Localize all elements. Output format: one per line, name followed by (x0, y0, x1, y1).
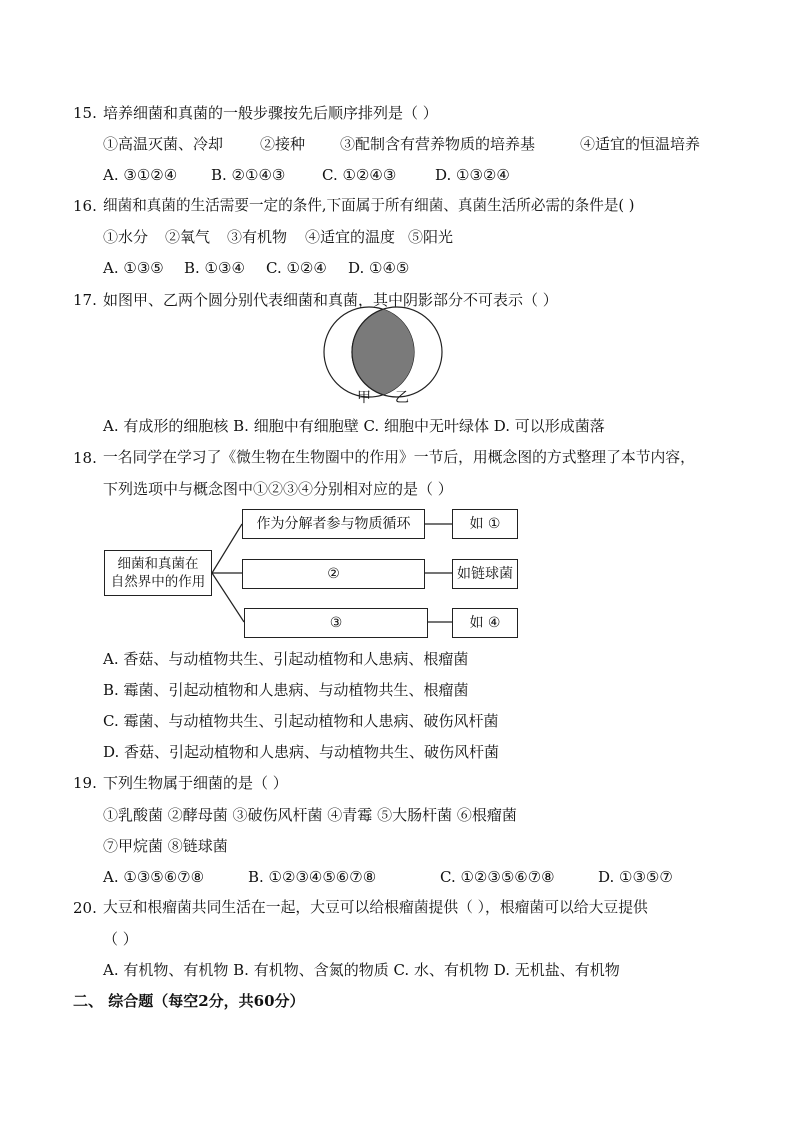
concept-root-box (104, 550, 212, 596)
q19-choice-d: D. ①③⑤⑦ (598, 868, 673, 886)
q16-item-2: ②氧气 (165, 228, 211, 246)
q19-items-line-2: ⑦甲烷菌 ⑧链球菌 (103, 837, 228, 855)
q19-choice-b: B. ①②③④⑤⑥⑦⑧ (248, 868, 377, 886)
concept-leaf-1: 如 ① (452, 509, 518, 539)
question-18-stem: 一名同学在学习了《微生物在生物圈中的作用》一节后，用概念图的方式整理了本节内容， (103, 449, 695, 466)
q18-choice-a: A. 香菇、与动植物共生、引起动植物和人患病、根瘤菌 (103, 650, 469, 668)
q15-choice-a: A. ③①②④ (103, 166, 178, 184)
q16-choice-d: D. ①④⑤ (348, 259, 410, 277)
question-20-stem: 大豆和根瘤菌共同生活在一起，大豆可以给根瘤菌提供（ ），根瘤菌可以给大豆提供 (103, 899, 648, 916)
question-16-stem: 细菌和真菌的生活需要一定的条件,下面属于所有细菌、真菌生活所必需的条件是( ) (103, 197, 635, 214)
question-15-stem: 培养细菌和真菌的一般步骤按先后顺序排列是（ ） (103, 104, 438, 122)
concept-root-line-1: 细菌和真菌在 (117, 556, 199, 572)
q15-item-1: ①高温灭菌、冷却 (103, 135, 224, 153)
q17-choices: A. 有成形的细胞核 B. 细胞中有细胞壁 C. 细胞中无叶绿体 D. 可以形成菌落 (103, 417, 605, 435)
q15-choice-c: C. ①②④③ (322, 166, 397, 184)
q19-items-line-1: ①乳酸菌 ②酵母菌 ③破伤风杆菌 ④青霉 ⑤大肠杆菌 ⑥根瘤菌 (103, 806, 517, 824)
question-number-16: 16. (73, 197, 97, 215)
q16-choice-c: C. ①②④ (266, 259, 327, 277)
question-number-17: 17. (73, 291, 97, 309)
concept-root-line-2: 自然界中的作用 (110, 574, 206, 590)
question-number-15: 15. (73, 104, 97, 122)
q15-item-4: ④适宜的恒温培养 (580, 135, 701, 153)
question-20-stem-2: （ ） (103, 930, 138, 948)
concept-leaf-3: 如 ④ (452, 608, 518, 638)
venn-diagram (324, 307, 442, 397)
q18-choice-b: B. 霉菌、引起动植物和人患病、与动植物共生、根瘤菌 (103, 681, 469, 699)
q19-choice-c: C. ①②③⑤⑥⑦⑧ (440, 868, 555, 886)
concept-branch-2: ② (242, 559, 425, 589)
question-19-stem: 下列生物属于细菌的是（ ） (103, 774, 288, 792)
q18-choice-c: C. 霉菌、与动植物共生、引起动植物和人患病、破伤风杆菌 (103, 712, 499, 730)
question-17-stem: 如图甲、乙两个圆分别代表细菌和真菌，其中阴影部分不可表示（ ） (103, 291, 558, 309)
q16-item-4: ④适宜的温度 (305, 228, 396, 246)
question-18-stem-2: 下列选项中与概念图中①②③④分别相对应的是（ ） (103, 480, 453, 498)
venn-label-jia: 甲 (357, 390, 371, 406)
q16-item-3: ③有机物 (227, 228, 288, 246)
q16-choice-b: B. ①③④ (184, 259, 245, 277)
concept-branch-3: ③ (244, 608, 428, 638)
q16-item-5: ⑤阳光 (408, 228, 454, 246)
question-number-18: 18. (73, 449, 97, 467)
q15-item-3: ③配制含有营养物质的培养基 (340, 135, 536, 153)
venn-label-yi: 乙 (395, 390, 409, 406)
q16-item-1: ①水分 (103, 228, 149, 246)
concept-leaf-2: 如链球菌 (452, 559, 518, 589)
q18-choice-d: D. 香菇、引起动植物和人患病、与动植物共生、破伤风杆菌 (103, 743, 500, 761)
q19-choice-a: A. ①③⑤⑥⑦⑧ (103, 868, 205, 886)
question-number-19: 19. (73, 774, 97, 792)
q15-choice-d: D. ①③②④ (435, 166, 510, 184)
q15-choice-b: B. ②①④③ (211, 166, 286, 184)
concept-branch-1: 作为分解者参与物质循环 (242, 509, 425, 539)
question-number-20: 20. (73, 899, 97, 917)
q15-item-2: ②接种 (260, 135, 306, 153)
q20-choices: A. 有机物、有机物 B. 有机物、含氮的物质 C. 水、有机物 D. 无机盐、有机物 (103, 961, 620, 979)
q16-choice-a: A. ①③⑤ (103, 259, 164, 277)
section-2-heading: 二、 综合题（每空2分，共60分） (73, 992, 305, 1010)
